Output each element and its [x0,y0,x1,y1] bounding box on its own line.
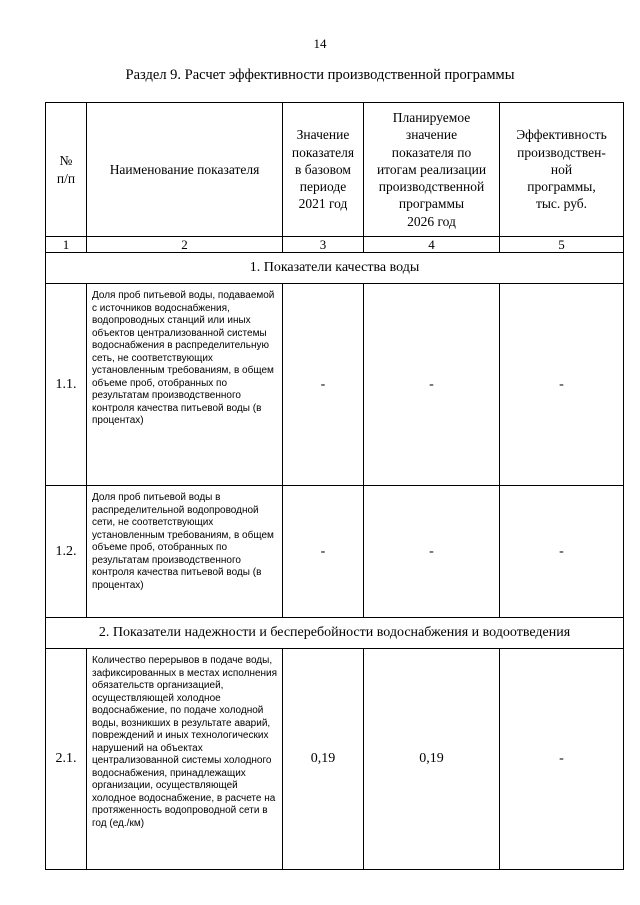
base-value: - [283,284,364,486]
header-num: № п/п [46,103,87,237]
column-number: 1 [46,237,87,253]
table-row [46,486,624,618]
column-number: 4 [364,237,500,253]
efficiency-value: - [500,284,624,486]
section-row [46,253,624,284]
indicator-name: Доля проб питьевой воды в распределительной водопроводной сети, не соответствующих установленным требованиям, в общем объеме проб, отобранных по результатам производственного контроля качества питьевой воды (в процентах) [87,486,283,618]
header-name: Наименование показателя [87,103,283,237]
base-value: - [283,486,364,618]
efficiency-value: - [500,486,624,618]
row-number: 1.2. [46,486,87,618]
section-heading-1: 1. Показатели качества воды [46,253,624,284]
column-number: 2 [87,237,283,253]
indicator-name: Количество перерывов в подаче воды, зафиксированных в местах исполнения обязательств организацией, осуществляющей холодное водоснабжение, по подаче холодной воды, возникших в результате аварий, повреждений и иных технологических нарушений на объектах централизованной системы холодного водоснабжения, принадлежащих организации, осуществляющей холодное водоснабжение, в расчете на протяженность водопроводной сети в год (ед./км) [87,649,283,870]
indicator-name: Доля проб питьевой воды, подаваемой с источников водоснабжения, водопроводных станций или иных объектов централизованной системы водоснабжения в распределительную сеть, не соответствующих установленным требованиям, в общем объеме проб, отобранных по результатам производственного контроля качества питьевой воды (в процентах) [87,284,283,486]
plan-value: 0,19 [364,649,500,870]
table-row [46,649,624,870]
header-plan: Планируемое значение показателя по итогам реализации производственной программы 2026 год [364,103,500,237]
table-row [46,284,624,486]
column-number-row [46,237,624,253]
efficiency-table [45,102,624,870]
section-title: Раздел 9. Расчет эффективности производственной программы [125,67,515,83]
header-row [46,103,624,237]
header-eff: Эффективность производствен- ной программы, тыс. руб. [500,103,624,237]
row-number: 2.1. [46,649,87,870]
efficiency-value: - [500,649,624,870]
page-number: 14 [313,36,327,51]
section-row [46,618,624,649]
plan-value: - [364,486,500,618]
column-number: 3 [283,237,364,253]
base-value: 0,19 [283,649,364,870]
row-number: 1.1. [46,284,87,486]
header-base: Значение показателя в базовом периоде 2021 год [283,103,364,237]
section-heading-2: 2. Показатели надежности и бесперебойности водоснабжения и водоотведения [46,618,624,649]
plan-value: - [364,284,500,486]
column-number: 5 [500,237,624,253]
